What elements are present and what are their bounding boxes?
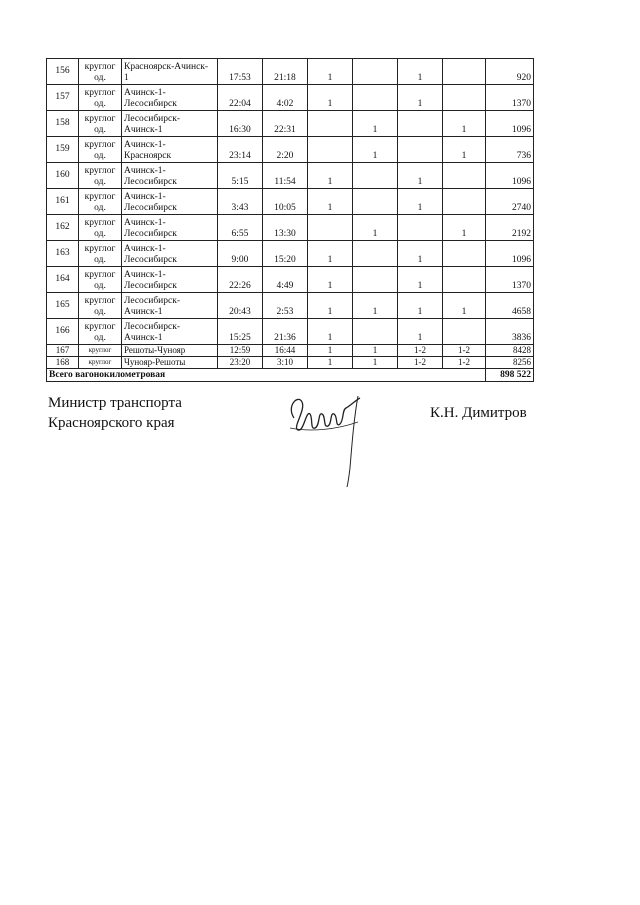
car-count-cell: 1 xyxy=(398,241,443,267)
route-cell xyxy=(122,189,218,215)
car-count-cell: 1 xyxy=(353,111,398,137)
car-count-cell: 1 xyxy=(443,137,486,163)
route-line: Ачинск-1- xyxy=(124,270,166,281)
train-type-line: круглог xyxy=(84,192,116,203)
route-line: Лесосибирск- xyxy=(124,296,180,307)
car-count-cell: 1 xyxy=(398,163,443,189)
arrival-time-cell: 15:20 xyxy=(263,241,308,267)
route-line: Ачинск-1 xyxy=(124,125,163,136)
car-count-cell: 1-2 xyxy=(443,357,486,369)
total-label: Всего вагонокилометровая xyxy=(47,369,486,382)
row-number-cell: 162 xyxy=(47,215,79,241)
train-type-line: од. xyxy=(94,307,106,318)
car-count-cell: 1 xyxy=(353,345,398,357)
table-row xyxy=(47,293,534,319)
arrival-time-cell: 2:20 xyxy=(263,137,308,163)
row-number-cell: 166 xyxy=(47,319,79,345)
total-row xyxy=(47,369,534,382)
car-count-cell: 1 xyxy=(443,111,486,137)
row-number-cell: 163 xyxy=(47,241,79,267)
car-km-cell: 8428 xyxy=(486,345,534,357)
train-type-line: од. xyxy=(94,73,106,84)
train-type-cell xyxy=(79,293,122,319)
car-km-cell: 2740 xyxy=(486,189,534,215)
route-line: Лесосибирск- xyxy=(124,322,180,333)
car-km-cell: 1096 xyxy=(486,241,534,267)
train-type-line: од. xyxy=(94,177,106,188)
row-number-cell: 159 xyxy=(47,137,79,163)
arrival-time-cell: 2:53 xyxy=(263,293,308,319)
car-count-cell xyxy=(353,267,398,293)
car-count-cell xyxy=(443,241,486,267)
car-count-cell: 1 xyxy=(353,215,398,241)
arrival-time-cell: 22:31 xyxy=(263,111,308,137)
route-line: 1 xyxy=(124,73,129,84)
train-type-line: од. xyxy=(94,229,106,240)
route-line: Ачинск-1- xyxy=(124,88,166,99)
departure-time-cell: 17:53 xyxy=(218,59,263,85)
signatory-region: Красноярского края xyxy=(48,415,175,431)
arrival-time-cell: 21:36 xyxy=(263,319,308,345)
car-count-cell: 1 xyxy=(443,215,486,241)
train-type-line: круглог xyxy=(84,88,116,99)
table-row xyxy=(47,59,534,85)
table-row xyxy=(47,267,534,293)
car-km-cell: 2192 xyxy=(486,215,534,241)
car-count-cell xyxy=(443,319,486,345)
departure-time-cell: 3:43 xyxy=(218,189,263,215)
table-row xyxy=(47,345,534,357)
route-line: Ачинск-1- xyxy=(124,192,166,203)
car-count-cell xyxy=(308,111,353,137)
arrival-time-cell: 13:30 xyxy=(263,215,308,241)
route-cell xyxy=(122,241,218,267)
car-count-cell: 1 xyxy=(353,293,398,319)
train-type-line: од. xyxy=(94,281,106,292)
car-count-cell: 1 xyxy=(308,189,353,215)
departure-time-cell: 22:26 xyxy=(218,267,263,293)
arrival-time-cell: 3:10 xyxy=(263,357,308,369)
arrival-time-cell: 4:02 xyxy=(263,85,308,111)
car-count-cell xyxy=(308,137,353,163)
arrival-time-cell: 16:44 xyxy=(263,345,308,357)
route-cell xyxy=(122,267,218,293)
route-line: Ачинск-1- xyxy=(124,244,166,255)
train-type-cell: круглог xyxy=(79,345,122,357)
table-row xyxy=(47,111,534,137)
route-line: Лесосибирск xyxy=(124,255,177,266)
car-km-cell: 1096 xyxy=(486,111,534,137)
table-row xyxy=(47,85,534,111)
row-number-cell: 160 xyxy=(47,163,79,189)
schedule-rows xyxy=(47,59,534,382)
departure-time-cell: 12:59 xyxy=(218,345,263,357)
car-km-cell: 4658 xyxy=(486,293,534,319)
car-km-cell: 1096 xyxy=(486,163,534,189)
route-cell xyxy=(122,215,218,241)
route-cell xyxy=(122,163,218,189)
departure-time-cell: 20:43 xyxy=(218,293,263,319)
train-type-line: круглог xyxy=(84,322,116,333)
train-type-line: од. xyxy=(94,333,106,344)
car-count-cell: 1 xyxy=(353,357,398,369)
car-count-cell: 1 xyxy=(398,293,443,319)
route-cell: Чунояр-Решоты xyxy=(122,357,218,369)
table-row xyxy=(47,189,534,215)
car-count-cell: 1 xyxy=(308,345,353,357)
car-km-cell: 8256 xyxy=(486,357,534,369)
row-number-cell: 156 xyxy=(47,59,79,85)
car-count-cell: 1 xyxy=(398,319,443,345)
route-line: Красноярск xyxy=(124,151,172,162)
car-count-cell: 1 xyxy=(308,319,353,345)
route-cell: Решоты-Чунояр xyxy=(122,345,218,357)
route-line: Лесосибирск xyxy=(124,229,177,240)
car-count-cell: 1 xyxy=(308,85,353,111)
car-km-cell: 736 xyxy=(486,137,534,163)
departure-time-cell: 9:00 xyxy=(218,241,263,267)
train-type-cell xyxy=(79,111,122,137)
arrival-time-cell: 10:05 xyxy=(263,189,308,215)
route-cell xyxy=(122,293,218,319)
train-type-cell xyxy=(79,59,122,85)
train-type-cell xyxy=(79,215,122,241)
route-line: Лесосибирск- xyxy=(124,114,180,125)
train-type-line: круглог xyxy=(84,296,116,307)
car-count-cell xyxy=(443,163,486,189)
train-type-line: круглог xyxy=(84,140,116,151)
car-count-cell xyxy=(353,189,398,215)
car-count-cell xyxy=(443,267,486,293)
car-count-cell xyxy=(398,215,443,241)
route-line: Лесосибирск xyxy=(124,203,177,214)
car-count-cell xyxy=(308,215,353,241)
train-type-line: круглог xyxy=(84,270,116,281)
route-cell xyxy=(122,85,218,111)
train-type-cell xyxy=(79,189,122,215)
car-count-cell xyxy=(353,85,398,111)
table-row xyxy=(47,137,534,163)
row-number-cell: 167 xyxy=(47,345,79,357)
train-type-cell xyxy=(79,241,122,267)
car-count-cell: 1 xyxy=(443,293,486,319)
train-type-line: од. xyxy=(94,203,106,214)
signatory-name: К.Н. Димитров xyxy=(430,405,527,421)
table-row xyxy=(47,215,534,241)
car-km-cell: 920 xyxy=(486,59,534,85)
table-row xyxy=(47,319,534,345)
row-number-cell: 161 xyxy=(47,189,79,215)
row-number-cell: 157 xyxy=(47,85,79,111)
table-row xyxy=(47,163,534,189)
car-count-cell xyxy=(353,241,398,267)
route-line: Ачинск-1 xyxy=(124,307,163,318)
car-count-cell: 1 xyxy=(398,59,443,85)
route-line: Красноярск-Ачинск- xyxy=(124,62,209,73)
train-type-line: од. xyxy=(94,151,106,162)
car-count-cell: 1-2 xyxy=(398,345,443,357)
route-line: Лесосибирск xyxy=(124,177,177,188)
route-cell xyxy=(122,137,218,163)
table-row xyxy=(47,357,534,369)
car-count-cell: 1 xyxy=(308,59,353,85)
row-number-cell: 168 xyxy=(47,357,79,369)
car-count-cell xyxy=(443,189,486,215)
car-count-cell xyxy=(443,85,486,111)
train-type-line: круглог xyxy=(84,114,116,125)
arrival-time-cell: 21:18 xyxy=(263,59,308,85)
departure-time-cell: 23:14 xyxy=(218,137,263,163)
schedule-table xyxy=(46,58,534,382)
car-count-cell xyxy=(353,319,398,345)
train-type-line: од. xyxy=(94,255,106,266)
arrival-time-cell: 11:54 xyxy=(263,163,308,189)
departure-time-cell: 23:20 xyxy=(218,357,263,369)
car-count-cell xyxy=(398,111,443,137)
car-count-cell xyxy=(443,59,486,85)
car-count-cell: 1-2 xyxy=(443,345,486,357)
car-count-cell xyxy=(398,137,443,163)
departure-time-cell: 22:04 xyxy=(218,85,263,111)
car-km-cell: 1370 xyxy=(486,267,534,293)
route-cell xyxy=(122,111,218,137)
car-km-cell: 1370 xyxy=(486,85,534,111)
row-number-cell: 158 xyxy=(47,111,79,137)
train-type-cell xyxy=(79,319,122,345)
car-count-cell: 1 xyxy=(308,163,353,189)
route-cell xyxy=(122,319,218,345)
train-type-line: круглог xyxy=(84,62,116,73)
arrival-time-cell: 4:49 xyxy=(263,267,308,293)
route-line: Лесосибирск xyxy=(124,99,177,110)
car-count-cell: 1-2 xyxy=(398,357,443,369)
departure-time-cell: 16:30 xyxy=(218,111,263,137)
row-number-cell: 165 xyxy=(47,293,79,319)
train-type-line: од. xyxy=(94,99,106,110)
total-value: 898 522 xyxy=(486,369,534,382)
car-km-cell: 3836 xyxy=(486,319,534,345)
train-type-line: круглог xyxy=(84,244,116,255)
route-line: Ачинск-1- xyxy=(124,166,166,177)
car-count-cell: 1 xyxy=(398,267,443,293)
car-count-cell: 1 xyxy=(398,85,443,111)
train-type-line: круглог xyxy=(84,218,116,229)
car-count-cell: 1 xyxy=(308,241,353,267)
departure-time-cell: 6:55 xyxy=(218,215,263,241)
route-line: Ачинск-1- xyxy=(124,140,166,151)
car-count-cell: 1 xyxy=(308,267,353,293)
train-type-line: круглог xyxy=(84,166,116,177)
car-count-cell: 1 xyxy=(308,293,353,319)
row-number-cell: 164 xyxy=(47,267,79,293)
table-row xyxy=(47,241,534,267)
signatory-position: Министр транспорта xyxy=(48,395,182,411)
route-line: Ачинск-1- xyxy=(124,218,166,229)
route-cell xyxy=(122,59,218,85)
route-line: Ачинск-1 xyxy=(124,333,163,344)
departure-time-cell: 5:15 xyxy=(218,163,263,189)
signatory-title xyxy=(48,393,182,433)
car-count-cell xyxy=(353,59,398,85)
train-type-cell: круглог xyxy=(79,357,122,369)
car-count-cell: 1 xyxy=(353,137,398,163)
car-count-cell xyxy=(353,163,398,189)
route-line: Лесосибирск xyxy=(124,281,177,292)
train-type-cell xyxy=(79,85,122,111)
train-type-cell xyxy=(79,267,122,293)
departure-time-cell: 15:25 xyxy=(218,319,263,345)
train-type-cell xyxy=(79,137,122,163)
handwritten-signature xyxy=(280,388,370,488)
train-type-cell xyxy=(79,163,122,189)
car-count-cell: 1 xyxy=(398,189,443,215)
car-count-cell: 1 xyxy=(308,357,353,369)
train-type-line: од. xyxy=(94,125,106,136)
